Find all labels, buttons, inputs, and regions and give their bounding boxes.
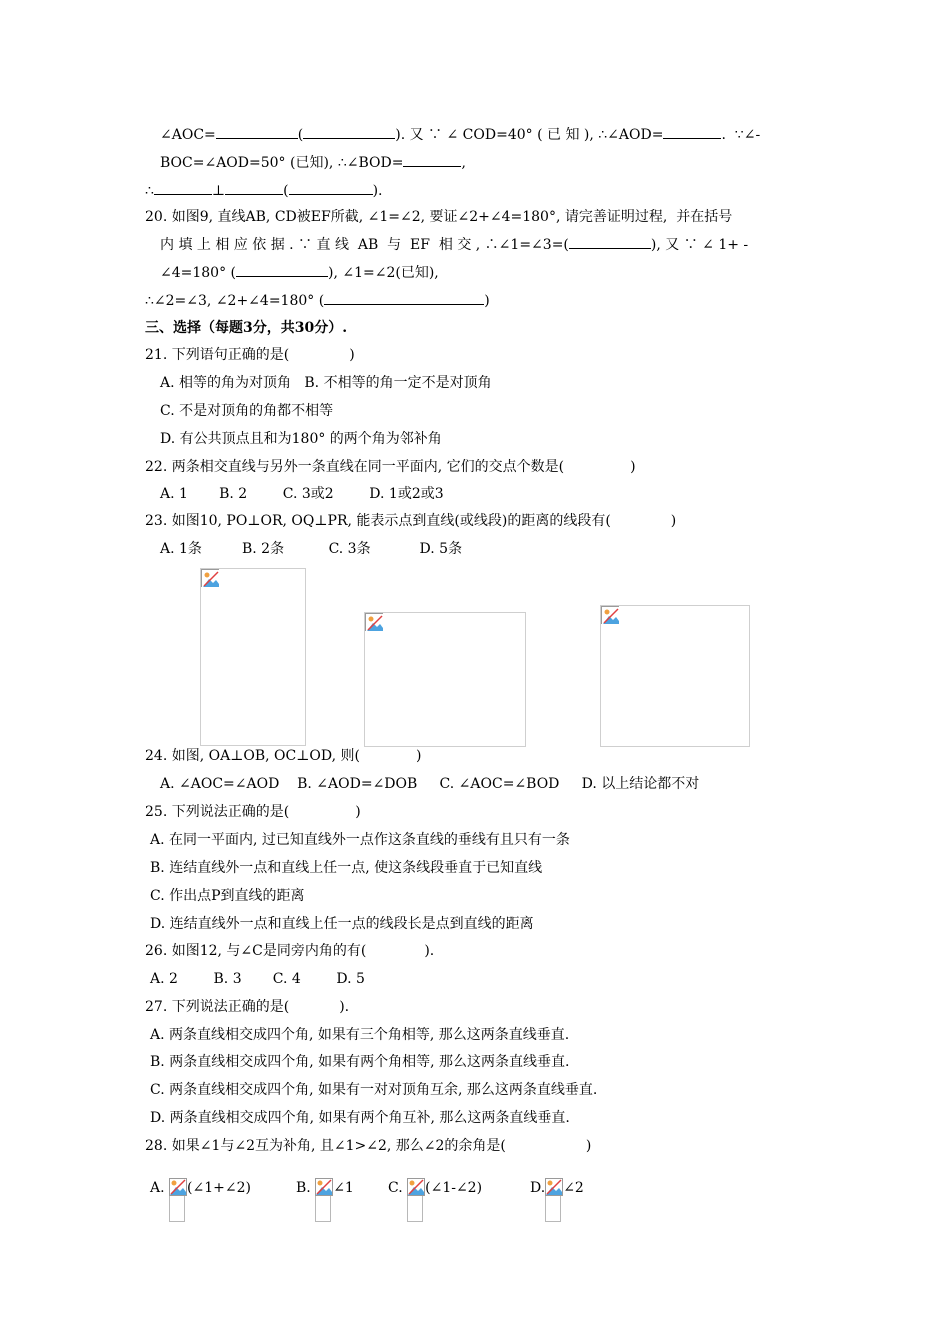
q28-option-d[interactable] <box>530 1178 584 1222</box>
answer-blank[interactable] <box>216 124 298 139</box>
option-a[interactable]: A. 相等的角为对顶角 <box>160 375 292 391</box>
q28-text: ) <box>585 1138 592 1154</box>
q25-text: ) <box>355 804 361 820</box>
q28-option-c[interactable] <box>388 1178 482 1222</box>
fraction-image-icon <box>169 1178 185 1222</box>
q27-stem <box>145 997 349 1017</box>
answer-blank[interactable] <box>303 124 395 139</box>
q20-line2 <box>160 234 748 255</box>
q23-stem <box>145 511 676 531</box>
option-d[interactable]: D. 两条直线相交成四个角, 如果有两个角互补, 那么这两条直线垂直. <box>150 1110 570 1126</box>
q20-text: ), 又 ∵ ∠ 1+ - <box>650 237 749 253</box>
q23-text: ) <box>670 513 677 529</box>
q24-stem <box>145 746 421 766</box>
q19-text: ). 又 ∵ ∠ COD=40° ( 已 知 ), ∴∠AOD= <box>395 127 664 143</box>
q19-line3 <box>145 180 382 201</box>
q19-text: ∴ <box>145 183 154 199</box>
q19-text: ∠AOC= <box>160 127 216 143</box>
q20-line4 <box>145 290 490 311</box>
q28-stem <box>145 1136 591 1156</box>
q19-text: ( <box>297 127 304 143</box>
q19-text: ). <box>372 183 383 199</box>
q22-options[interactable]: A. 1 B. 2 C. 3或2 D. 1或2或3 <box>160 486 444 502</box>
q24-text: 24. 如图, OA⊥OB, OC⊥OD, 则( <box>145 748 360 764</box>
section-heading: 三、选择（每题3分，共30分）. <box>145 320 348 336</box>
answer-blank[interactable] <box>154 180 212 195</box>
option-text: ∠1 <box>333 1180 354 1196</box>
option-b[interactable]: B. 不相等的角一定不是对顶角 <box>304 375 492 391</box>
q25-stem <box>145 802 361 822</box>
answer-blank[interactable] <box>403 152 461 167</box>
option-d[interactable]: D. 有公共顶点且和为180° 的两个角为邻补角 <box>160 431 442 447</box>
option-c[interactable]: C. 不是对顶角的角都不相等 <box>160 403 334 419</box>
q20-text: ∠4=180° ( <box>160 265 237 281</box>
figure-12-image <box>600 605 750 747</box>
q21-stem <box>145 345 355 365</box>
option-label: A. <box>150 1180 165 1196</box>
q27-text: 27. 下列说法正确的是( <box>145 999 290 1015</box>
broken-image-icon <box>365 613 383 631</box>
figure-11-image <box>364 612 526 747</box>
q19-line1 <box>160 124 760 145</box>
option-c[interactable]: C. 作出点P到直线的距离 <box>150 888 305 904</box>
option-c[interactable]: C. 两条直线相交成四个角, 如果有一对对顶角互余, 那么这两条直线垂直. <box>150 1082 598 1098</box>
figure-10-image <box>200 568 306 746</box>
answer-blank[interactable] <box>663 124 721 139</box>
q23-text: 23. 如图10, PO⊥OR, OQ⊥PR, 能表示点到直线(或线段)的距离的线段有( <box>145 513 611 529</box>
q26-stem <box>145 941 434 961</box>
option-a[interactable]: A. 在同一平面内, 过已知直线外一点作这条直线的垂线有且只有一条 <box>150 832 570 848</box>
q26-text: 26. 如图12, 与∠C是同旁内角的有( <box>145 943 367 959</box>
option-text: (∠1+∠2) <box>187 1180 251 1196</box>
q22-text: 22. 两条相交直线与另外一条直线在同一平面内, 它们的交点个数是( <box>145 459 565 475</box>
q21-options-ab <box>160 373 492 393</box>
q27-text: ). <box>339 999 350 1015</box>
q20-text: 内 填 上 相 应 依 据 . ∵ 直 线 AB 与 EF 相 交 , ∴∠1=∠3=( <box>160 237 569 253</box>
q19-text: ⊥ <box>211 183 226 199</box>
q21-text: ) <box>349 347 355 363</box>
option-b[interactable]: B. 连结直线外一点和直线上任一点, 使这条线段垂直于已知直线 <box>150 860 543 876</box>
broken-image-icon <box>201 569 219 587</box>
q20-text: ) <box>484 293 490 309</box>
answer-blank[interactable] <box>289 180 373 195</box>
q22-stem <box>145 457 636 477</box>
q20-line1: 20. 如图9, 直线AB, CD被EF所截, ∠1=∠2, 要证∠2+∠4=180°, 请完善证明过程, 并在括号 <box>145 209 733 225</box>
fraction-image-icon <box>407 1178 423 1222</box>
option-a[interactable]: A. 两条直线相交成四个角, 如果有三个角相等, 那么这两条直线垂直. <box>150 1027 570 1043</box>
q20-text: ), ∠1=∠2(已知), <box>328 265 439 281</box>
q20-text: ∴∠2=∠3, ∠2+∠4=180° ( <box>145 293 325 309</box>
q28-option-a[interactable] <box>150 1178 251 1222</box>
answer-blank[interactable] <box>324 290 484 305</box>
answer-blank[interactable] <box>569 234 651 249</box>
q28-text: 28. 如果∠1与∠2互为补角, 且∠1>∠2, 那么∠2的余角是( <box>145 1138 506 1154</box>
q19-text: ( <box>283 183 289 199</box>
option-b[interactable]: B. 两条直线相交成四个角, 如果有两个角相等, 那么这两条直线垂直. <box>150 1054 570 1070</box>
fraction-image-icon <box>545 1178 561 1222</box>
option-label: C. <box>388 1180 403 1196</box>
option-text: (∠1-∠2) <box>425 1180 483 1196</box>
q19-text: , <box>461 155 466 171</box>
answer-blank[interactable] <box>236 262 328 277</box>
option-label: D. <box>530 1180 546 1196</box>
q24-options[interactable]: A. ∠AOC=∠AOD B. ∠AOD=∠DOB C. ∠AOC=∠BOD D. 以上结论都不对 <box>160 776 700 792</box>
broken-image-icon <box>601 606 619 624</box>
fraction-image-icon <box>315 1178 331 1222</box>
q19-line2 <box>160 152 466 173</box>
q23-options[interactable]: A. 1条 B. 2条 C. 3条 D. 5条 <box>160 541 463 557</box>
q20-line3 <box>160 262 439 283</box>
q28-option-b[interactable] <box>296 1178 354 1222</box>
option-text: ∠2 <box>563 1180 584 1196</box>
option-d[interactable]: D. 连结直线外一点和直线上任一点的线段长是点到直线的距离 <box>150 916 534 932</box>
q19-text: . ∵∠- <box>721 127 761 143</box>
option-label: B. <box>296 1180 311 1196</box>
answer-blank[interactable] <box>225 180 283 195</box>
q25-text: 25. 下列说法正确的是( <box>145 804 290 820</box>
q26-text: ). <box>424 943 435 959</box>
q21-text: 21. 下列语句正确的是( <box>145 347 290 363</box>
q19-text: BOC=∠AOD=50° (已知), ∴∠BOD= <box>160 155 404 171</box>
q22-text: ) <box>630 459 636 475</box>
q26-options[interactable]: A. 2 B. 3 C. 4 D. 5 <box>150 971 365 987</box>
q24-text: ) <box>415 748 422 764</box>
